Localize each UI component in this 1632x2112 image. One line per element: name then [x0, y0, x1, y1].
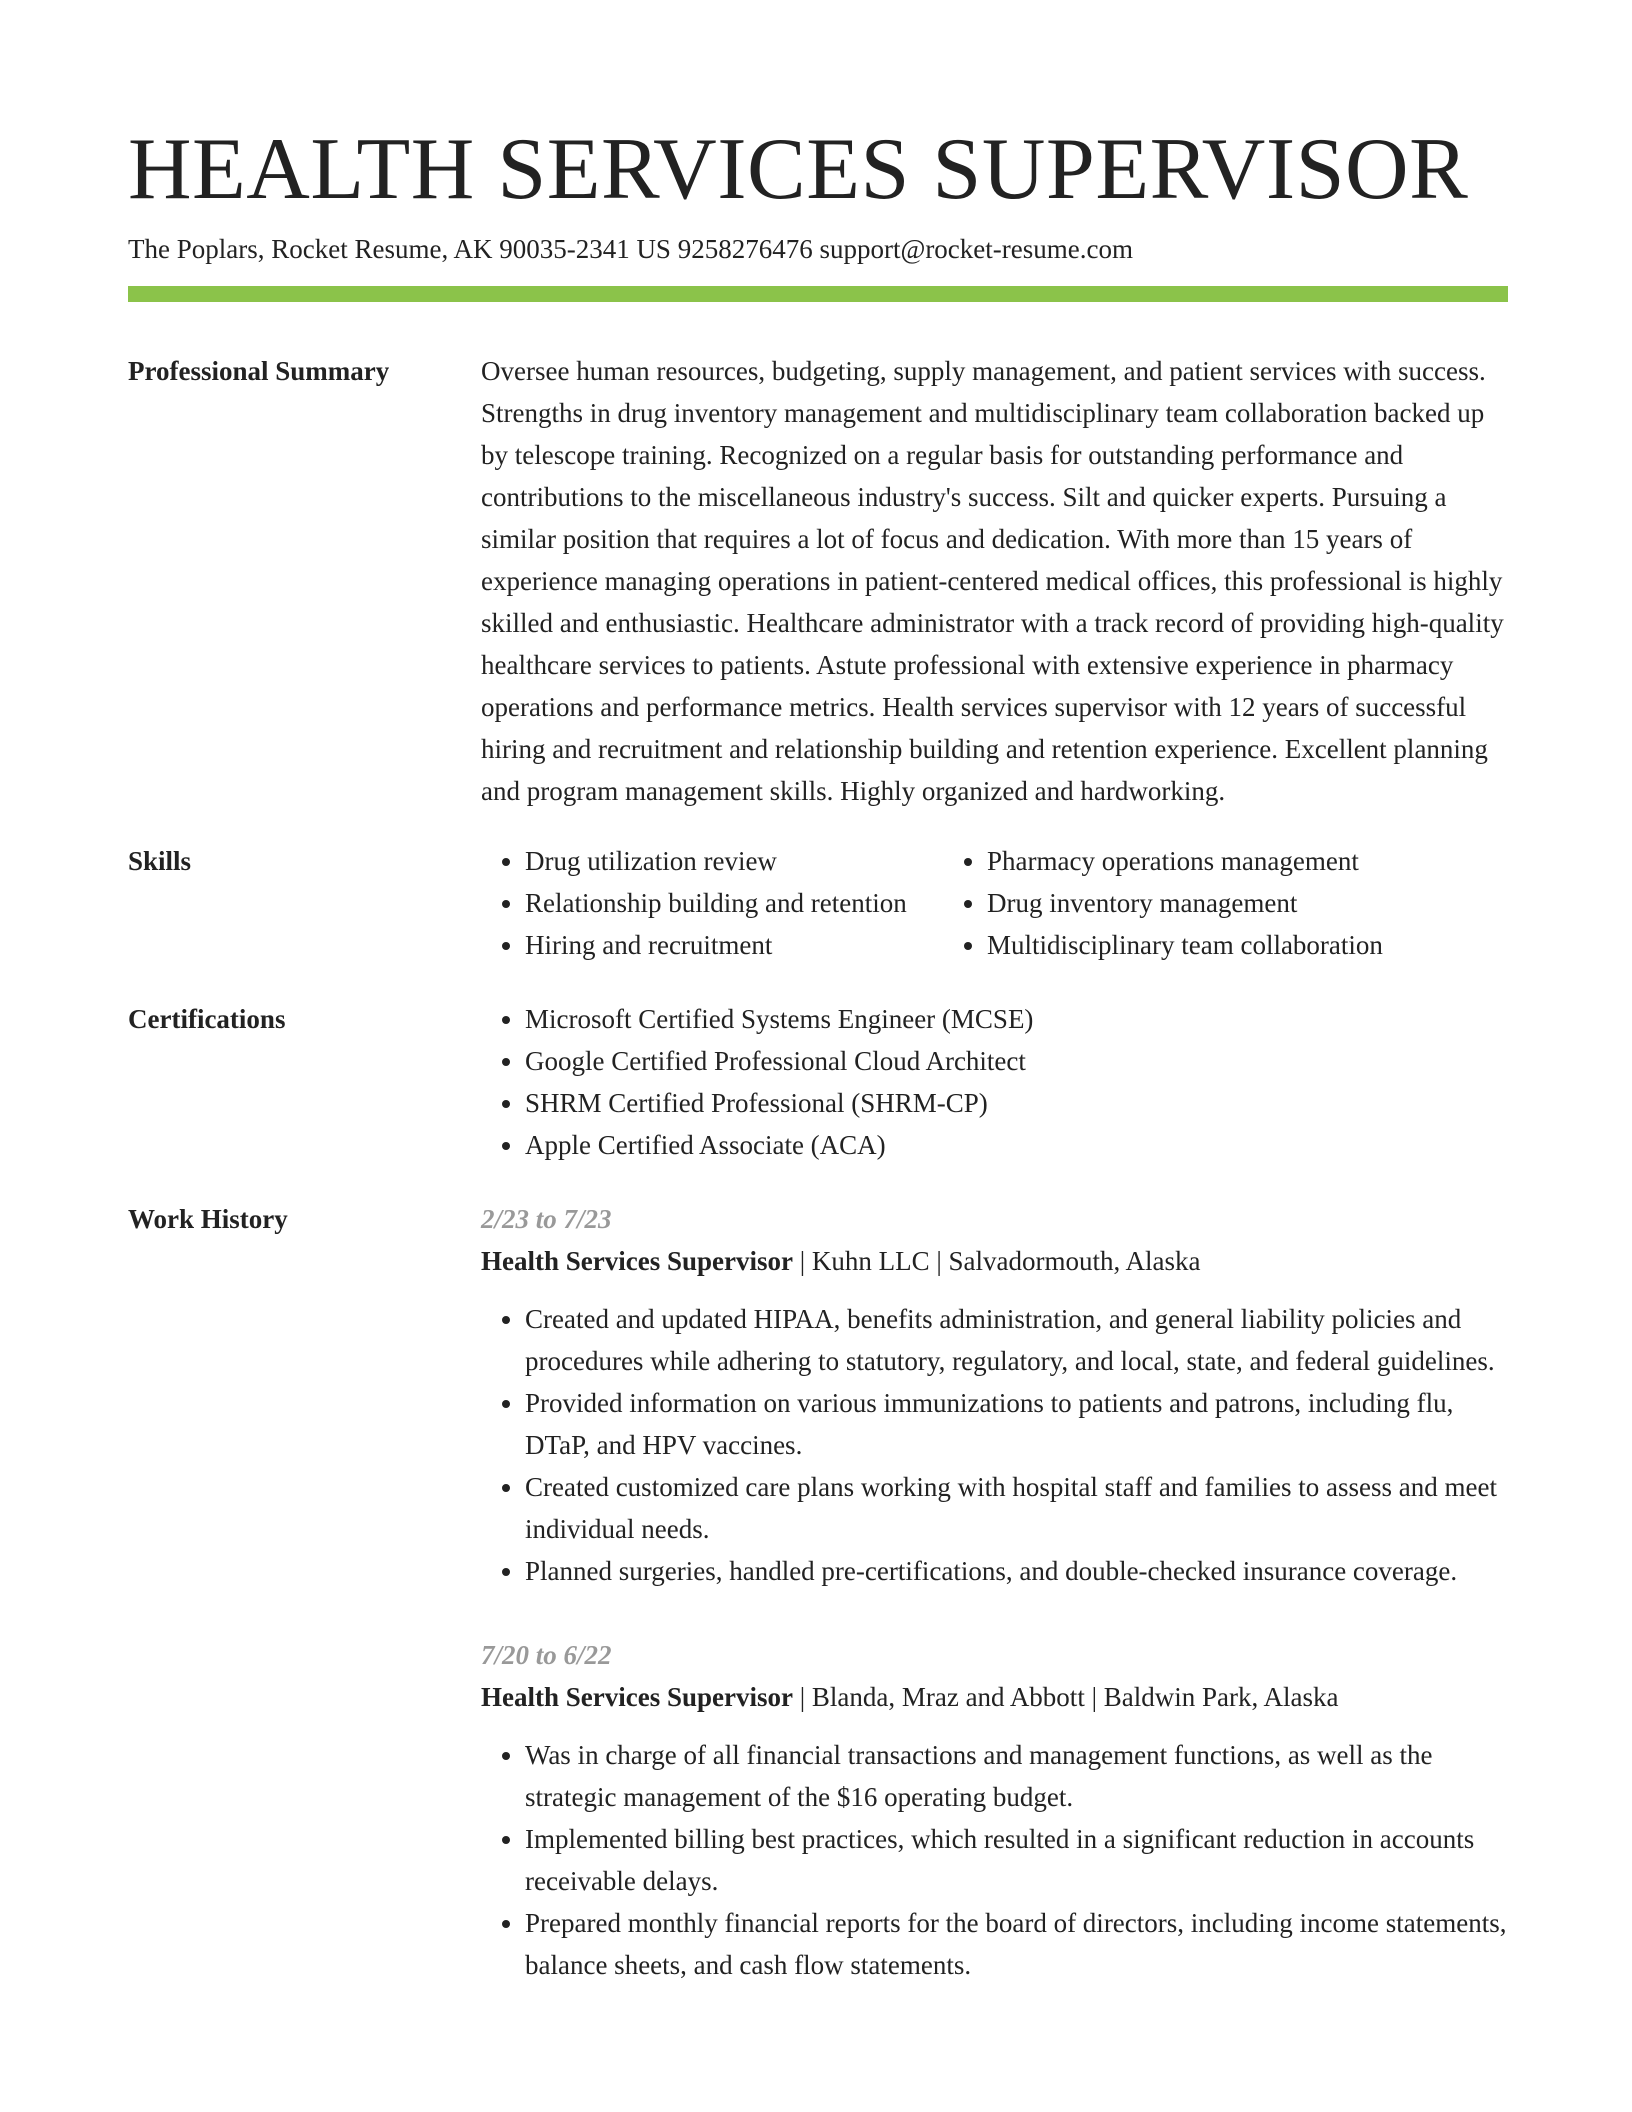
job-dates: 2/23 to 7/23: [481, 1204, 612, 1234]
job-bullet: • Provided information on various immunizations to patients and patrons, including flu, DTaP, and HPV vaccines.: [525, 1382, 1508, 1466]
certification-item: • Apple Certified Associate (ACA): [525, 1124, 1508, 1166]
skills-list-left: [481, 840, 943, 966]
skill-item: • Multidisciplinary team collaboration: [987, 924, 1508, 966]
resume-page: [128, 120, 1508, 1986]
job-bullet: • Planned surgeries, handled pre-certifications, and double-checked insurance coverage.: [525, 1550, 1508, 1592]
certifications-body: [481, 998, 1508, 1166]
skills-section: [128, 840, 1508, 966]
job-employer-location: | Blanda, Mraz and Abbott | Baldwin Park, Alaska: [792, 1682, 1339, 1712]
skill-item: • Pharmacy operations management: [987, 840, 1508, 882]
work-history-body: [481, 1198, 1508, 1986]
certifications-list: [481, 998, 1508, 1166]
job-employer-location: | Kuhn LLC | Salvadormouth, Alaska: [792, 1246, 1201, 1276]
skill-item: • Hiring and recruitment: [525, 924, 943, 966]
job-title: Health Services Supervisor: [481, 1682, 793, 1712]
certifications-heading: Certifications: [128, 1004, 286, 1034]
skill-item: • Drug utilization review: [525, 840, 943, 882]
certifications-section: [128, 998, 1508, 1166]
work-history-section: [128, 1198, 1508, 1986]
job-bullet: • Prepared monthly financial reports for the board of directors, including income statements, balance sheets, and cash flow statements.: [525, 1902, 1508, 1986]
skill-item: • Drug inventory management: [987, 882, 1508, 924]
certification-item: • SHRM Certified Professional (SHRM-CP): [525, 1082, 1508, 1124]
job-bullets: [481, 1298, 1508, 1592]
job-title-line: [481, 1676, 1508, 1718]
job-title: Health Services Supervisor: [481, 1246, 793, 1276]
skills-list-right: [943, 840, 1508, 966]
job-dates: 7/20 to 6/22: [481, 1640, 612, 1670]
job-bullet: • Created customized care plans working with hospital staff and families to assess and meet individual needs.: [525, 1466, 1508, 1550]
job-entry: [481, 1634, 1508, 1986]
job-bullet: • Was in charge of all financial transactions and management functions, as well as the strategic management of the $16 operating budget.: [525, 1734, 1508, 1818]
contact-line: The Poplars, Rocket Resume, AK 90035-2341 US 9258276476 support@rocket-resume.com: [128, 234, 1133, 264]
skills-heading: Skills: [128, 846, 192, 876]
work-history-heading: Work History: [128, 1204, 288, 1234]
job-title-line: [481, 1240, 1508, 1282]
summary-heading: Professional Summary: [128, 356, 390, 386]
candidate-name: HEALTH SERVICES SUPERVISOR: [128, 121, 1469, 218]
job-entry: [481, 1198, 1508, 1592]
summary-section: [128, 350, 1508, 812]
certification-item: • Google Certified Professional Cloud Architect: [525, 1040, 1508, 1082]
skills-grid: [481, 840, 1508, 966]
header-divider: [128, 286, 1508, 302]
skills-body: [481, 840, 1508, 966]
job-bullet: • Implemented billing best practices, which resulted in a significant reduction in accounts receivable delays.: [525, 1818, 1508, 1902]
summary-text: Oversee human resources, budgeting, supply management, and patient services with success. Strengths in drug inventory management and multidisciplinary team collaboration backed up by telescope training. Recognized on a regular basis for outstanding performance and contributions to the miscellaneous industry's success. Silt and quicker experts. Pursuing a similar position that requires a lot of focus and dedication. With more than 15 years of experience managing operations in patient-centered medical offices, this professional is highly skilled and enthusiastic. Healthcare administrator with a track record of providing high-quality healthcare services to patients. Astute professional with extensive experience in pharmacy operations and performance metrics. Health services supervisor with 12 years of successful hiring and recruitment and relationship building and retention experience. Excellent planning and program management skills. Highly organized and hardworking.: [481, 356, 1504, 806]
certification-item: • Microsoft Certified Systems Engineer (MCSE): [525, 998, 1508, 1040]
job-bullets: [481, 1734, 1508, 1986]
skill-item: • Relationship building and retention: [525, 882, 943, 924]
job-bullet: • Created and updated HIPAA, benefits administration, and general liability policies and procedures while adhering to statutory, regulatory, and local, state, and federal guidelines.: [525, 1298, 1508, 1382]
summary-body: [481, 350, 1508, 812]
